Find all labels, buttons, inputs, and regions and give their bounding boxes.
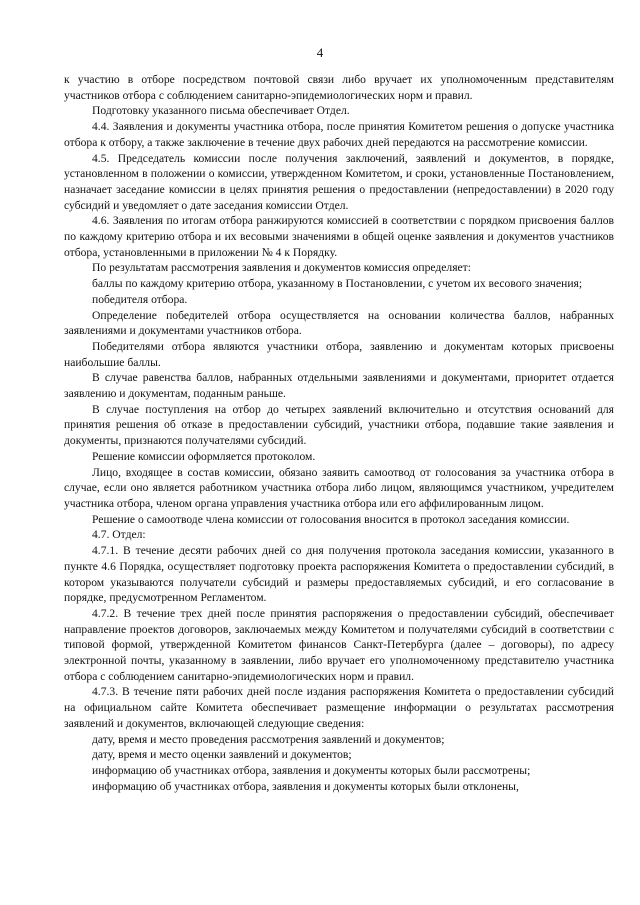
- paragraph: В случае равенства баллов, набранных отдельными заявлениями и документами, приоритет отдается заявлению и документам, поданным раньше.: [64, 371, 614, 401]
- paragraph: По результатам рассмотрения заявления и документов комиссия определяет:: [92, 261, 471, 275]
- paragraph: В случае поступления на отбор до четырех заявлений включительно и отсутствия оснований для принятия решения об отказе в предоставлении субсидий, участники отбора, подавшие такие заявления и документы, признаются получателями субсидий.: [64, 402, 614, 448]
- document-body: [64, 72, 614, 794]
- paragraph: 4.7. Отдел:: [92, 528, 146, 542]
- paragraph: к участию в отборе посредством почтовой связи либо вручает их уполномоченным представителям участников отбора с соблюдением санитарно-эпидемиологических норм и правил.: [64, 73, 614, 102]
- paragraph: 4.6. Заявления по итогам отбора ранжируются комиссией в соответствии с порядком присвоения баллов по каждому критерию отбора и их весовыми значениями в общей оценке заявления и документов участников отбора, установленными в приложении № 4 к Порядку.: [64, 214, 614, 259]
- paragraph: баллы по каждому критерию отбора, указанному в Постановлении, с учетом их весового значения;: [92, 277, 583, 291]
- paragraph: дату, время и место оценки заявлений и документов;: [92, 748, 352, 762]
- page-number: 4: [316, 45, 324, 60]
- paragraph: 4.7.3. В течение пяти рабочих дней после издания распоряжения Комитета о предоставлении субсидий на официальном сайте Комитета обеспечивает размещение информации о результатах рассмотрения заявлений и документов, включающей следующие сведения:: [64, 685, 614, 730]
- paragraph: информацию об участниках отбора, заявления и документы которых были рассмотрены;: [92, 763, 531, 777]
- paragraph: Решение комиссии оформляется протоколом.: [92, 449, 316, 463]
- paragraph: информацию об участниках отбора, заявления и документы которых были отклонены,: [92, 779, 519, 793]
- paragraph: Определение победителей отбора осуществляется на основании количества баллов, набранных заявлениями и документами участников отбора.: [64, 308, 614, 338]
- paragraph: 4.4. Заявления и документы участника отбора, после принятия Комитетом решения о допуске участника отбора к отбору, а также заключение в течение двух рабочих дней передаются на рассмотрение комиссии.: [64, 120, 614, 149]
- paragraph: Победителями отбора являются участники отбора, заявлению и документам которых присвоены наибольшие баллы.: [64, 339, 614, 369]
- paragraph: Подготовку указанного письма обеспечивает Отдел.: [92, 104, 350, 118]
- paragraph: 4.5. Председатель комиссии после получения заключений, заявлений и документов, в порядке, установленном в положении о комиссии, утвержденном Комитетом, и сроки, установленные Постановлением, назначает заседание комиссии в целях принятия решения о предоставлении (непредоставлении) в 2020 году субсидий и уведомляет о дате заседания комиссии Отдел.: [64, 151, 614, 212]
- paragraph: 4.7.2. В течение трех дней после принятия распоряжения о предоставлении субсидий, обеспечивает направление проектов договоров, заключаемых между Комитетом и получателями субсидий в соответствии с типовой формой, утвержденной Комитетом финансов Санкт-Петербурга (далее – договоры), по адресу электронной почты, указанному в заявлении, либо вручает его уполномоченному представителю участника отбора с соблюдением санитарно-эпидемиологических норм и правил.: [64, 606, 614, 683]
- paragraph: 4.7.1. В течение десяти рабочих дней со дня получения протокола заседания комиссии, указанного в пункте 4.6 Порядка, осуществляет подготовку проекта распоряжения Комитета о предоставлении субсидий, в котором указываются получатели субсидий и размеры предоставляемых субсидий, и его согласование в порядке, предусмотренном Регламентом.: [64, 544, 614, 605]
- paragraph: дату, время и место проведения рассмотрения заявлений и документов;: [92, 732, 445, 746]
- paragraph: Лицо, входящее в состав комиссии, обязано заявить самоотвод от голосования за участника отбора в случае, если оно является работником участника отбора либо лицом, являющимся участником, учредителем участника отбора, членом органа управления участника отбора или его аффилированным лицом.: [64, 465, 614, 510]
- paragraph: Решение о самоотводе члена комиссии от голосования вносится в протокол заседания комиссии.: [92, 512, 570, 526]
- paragraph: победителя отбора.: [92, 292, 188, 306]
